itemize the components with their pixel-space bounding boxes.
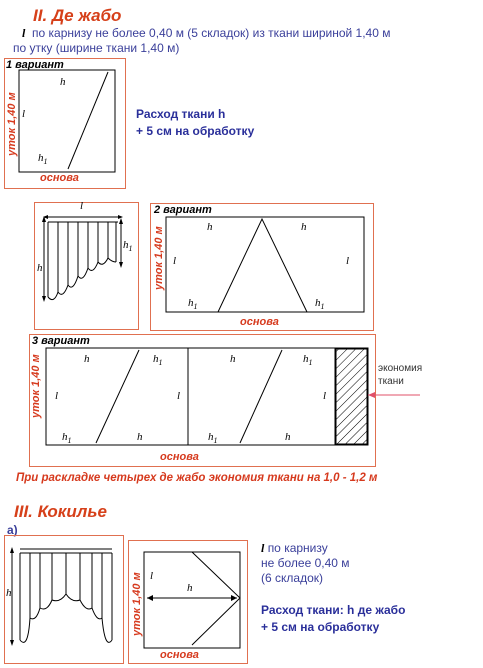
variant2-base-label: основа — [240, 316, 279, 328]
consumption-text-2: + 5 см на обработку — [136, 124, 255, 138]
drape-l-label: l — [80, 200, 84, 212]
economy-hatched-area — [336, 349, 367, 444]
intro-l-symbol: l — [22, 26, 26, 40]
economy-label-1: экономия — [378, 363, 423, 374]
drape-h1-label: $h_1$ — [123, 239, 133, 254]
variant3-weft-label: уток 1,40 м — [30, 354, 42, 418]
variant1-weft-label: уток 1,40 м — [6, 92, 18, 156]
section3-title: III. Кокилье — [14, 502, 107, 521]
variant-a-label: а) — [7, 523, 18, 537]
kokille-note-text-1: по карнизу — [267, 541, 328, 555]
kokille-h-pattern-label: h — [187, 582, 193, 594]
variant3-h-2: h — [230, 353, 236, 365]
variant3-title: 3 вариант — [32, 335, 90, 347]
variant1-cut-rect — [19, 70, 115, 172]
kokille-weft-label: уток 1,40 м — [131, 572, 143, 636]
drape-h-label: h — [37, 262, 43, 274]
drape-sketch — [44, 217, 121, 300]
variant3-diagonal-2 — [240, 350, 282, 443]
variant3-base-label: основа — [160, 451, 199, 463]
kokille-consumption-1: Расход ткани: h де жабо — [261, 603, 406, 617]
variant2-title: 2 вариант — [154, 204, 212, 216]
kokille-l-symbol: l — [261, 541, 265, 555]
variant2-triangle — [218, 219, 307, 312]
variant3-h1-bot-2: $h_1$ — [208, 431, 218, 446]
variant2-l-right: l — [346, 255, 350, 267]
variant3-l-1: l — [55, 390, 59, 402]
variant3-cut-rect — [46, 348, 368, 445]
variant3-h1-bot-1: $h_1$ — [62, 431, 72, 446]
variant3-h1-top-1: $h_1$ — [153, 353, 163, 368]
variant2-cut-rect — [166, 217, 364, 312]
v3-h1-base-1: h — [153, 353, 159, 365]
kokille-h-label: h — [6, 587, 12, 599]
variant3-h1-top-2: $h_1$ — [303, 353, 313, 368]
kokille-l-label: l — [150, 570, 154, 582]
variant2-h1-left: $h_1$ — [188, 297, 198, 312]
variant2-h-left: h — [207, 221, 213, 233]
consumption-text-1: Расход ткани h — [136, 107, 226, 121]
variant1-h1-label: $h_1$ — [38, 152, 48, 167]
variant2-weft-label: уток 1,40 м — [153, 226, 165, 290]
v2-h1-base-left: h — [188, 297, 194, 309]
kokille-consumption-2: + 5 см на обработку — [261, 620, 380, 634]
kokille-note-2: не более 0,40 м — [261, 556, 350, 570]
intro-text-1: по карнизу не более 0,40 м (5 складок) из ткани шириной 1,40 м — [32, 26, 391, 40]
variant1-diagonal — [68, 72, 108, 169]
variant3-diagonal-1 — [96, 350, 139, 443]
variant3-l-2: l — [177, 390, 181, 402]
variant2-h1-right: $h_1$ — [315, 297, 325, 312]
variant1-l-label: l — [22, 108, 26, 120]
kokille-cut-rect — [144, 552, 240, 648]
v3-h1-base-4: h — [208, 431, 214, 443]
kokille-base-label: основа — [160, 649, 199, 661]
intro-text-2: по утку (ширине ткани 1,40 м) — [13, 41, 180, 55]
saving-note: При раскладке четырех де жабо экономия ткани на 1,0 - 1,2 м — [16, 472, 378, 484]
section2-title: II. Де жабо — [33, 6, 122, 25]
variant2-l-left: l — [173, 255, 177, 267]
v2-h1-base-right: h — [315, 297, 321, 309]
variant3-h-1: h — [84, 353, 90, 365]
kokille-note-3: (6 складок) — [261, 571, 323, 585]
variant3-h-3: h — [137, 431, 143, 443]
v3-h1-base-3: h — [62, 431, 68, 443]
variant3-l-3: l — [323, 390, 327, 402]
variant1-base-label: основа — [40, 172, 79, 184]
variant1-h-label: h — [60, 76, 66, 88]
economy-label-2: ткани — [378, 376, 404, 387]
variant2-h-right: h — [301, 221, 307, 233]
variant3-h-4: h — [285, 431, 291, 443]
v3-h1-base-2: h — [303, 353, 309, 365]
kokille-drape-sketch — [12, 549, 112, 642]
variant1-title: 1 вариант — [6, 59, 64, 71]
h1-base: h — [38, 152, 44, 164]
drape-h1-base: h — [123, 239, 129, 251]
